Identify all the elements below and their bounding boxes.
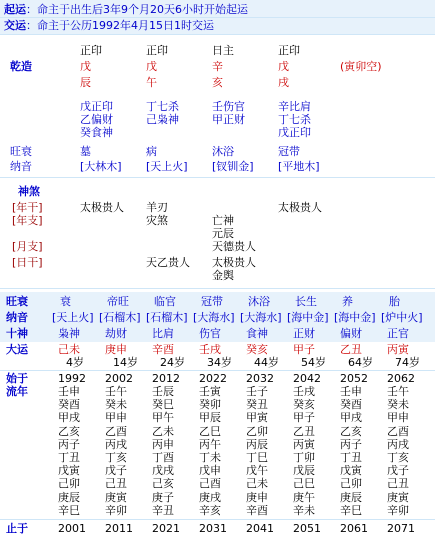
dayun-shishen: 枭神 — [58, 327, 80, 340]
liunian-year: 辛卯 — [105, 503, 127, 517]
qiyun-line — [4, 3, 248, 16]
hidden-stems-year — [80, 100, 113, 139]
shensha-title: 神煞 — [18, 185, 40, 198]
nayin-hour: [平地木] — [278, 160, 320, 173]
dayun-end-year: 2051 — [293, 522, 321, 535]
liunian-year: 丁巳 — [246, 451, 268, 464]
shensha-item: 天乙贵人 — [146, 256, 190, 269]
shensha-row-label: [年支] — [12, 214, 43, 227]
liunian-year: 乙亥 — [58, 424, 80, 438]
liunian-year: 戊申 — [199, 464, 221, 478]
shensha-item: 太极贵人 — [80, 201, 124, 214]
pillar-year-zhi: 辰 — [80, 76, 91, 89]
dayun-nayin: [天上火] — [52, 311, 94, 324]
liunian-year: 丙子 — [58, 437, 80, 451]
shensha-item: 亡神 元辰 天德贵人 — [212, 214, 256, 253]
hidden-stems-month — [146, 100, 179, 126]
liunian-year: 甲戌 — [58, 411, 80, 425]
dayun-wangshuai: 养 — [342, 295, 353, 308]
liunian-year: 辛丑 — [152, 503, 174, 517]
liunian-year: 戊辰 — [293, 464, 315, 478]
liunian-year: 辛巳 — [340, 503, 362, 517]
dayun-pillar: 丙寅 — [387, 343, 409, 356]
dayun-shishen: 正财 — [293, 327, 315, 340]
dayun-wangshuai-label: 旺衰 — [6, 295, 28, 308]
liunian-year: 戊午 — [246, 464, 268, 478]
wangshuai-day: 沐浴 — [212, 145, 234, 158]
liunian-year: 丙戌 — [387, 437, 409, 451]
dayun-nayin: [大海水] — [240, 311, 282, 324]
dayun-age: 34岁 — [207, 356, 232, 369]
liunian-year: 己酉 — [199, 477, 221, 491]
dayun-shishen: 偏财 — [340, 327, 362, 340]
dayun-nayin: [海中金] — [334, 311, 376, 324]
liunian-year: 丁丑 — [340, 451, 362, 464]
liunian-year: 癸未 — [387, 398, 409, 412]
divider — [0, 519, 435, 520]
liunian-year: 己丑 — [105, 477, 127, 491]
liunian-year: 丙寅 — [293, 437, 315, 451]
liunian-year: 庚子 — [152, 490, 174, 504]
dayun-start-year: 1992 — [58, 372, 86, 385]
liunian-year: 庚戌 — [199, 490, 221, 504]
dayun-end-year: 2071 — [387, 522, 415, 535]
dayun-shishen: 伤官 — [199, 327, 221, 340]
jiaoyun-text: ：命主于公历1992年4月15日1时交运 — [26, 19, 214, 32]
dayun-pillar: 甲子 — [293, 343, 315, 356]
dayun-nayin: [炉中火] — [381, 311, 423, 324]
qiyun-label: 起运 — [4, 3, 26, 16]
dayun-end-year: 2001 — [58, 522, 86, 535]
liunian-year: 己未 — [246, 477, 268, 491]
dayun-end-year: 2021 — [152, 522, 180, 535]
hidden-stem: 戊正印 — [80, 100, 113, 113]
liunian-year: 癸亥 — [293, 398, 315, 412]
nayin-year: [大林木] — [80, 160, 122, 173]
dayun-wangshuai: 帝旺 — [107, 295, 129, 308]
liunian-year: 乙卯 — [246, 424, 268, 438]
dayun-nayin: [海中金] — [287, 311, 329, 324]
dayun-age: 24岁 — [160, 356, 185, 369]
liunian-year: 戊寅 — [340, 464, 362, 478]
dayun-pillar: 乙丑 — [340, 343, 362, 356]
liunian-year: 己巳 — [293, 477, 315, 491]
shensha-row-label: [日干] — [12, 256, 43, 269]
dayun-shishen: 正官 — [387, 327, 409, 340]
dayun-wangshuai: 临官 — [154, 295, 176, 308]
dayun-start-year: 2012 — [152, 372, 180, 385]
liunian-year: 丁丑 — [58, 451, 80, 464]
dayun-nayin: [石榴木] — [99, 311, 141, 324]
divider — [0, 288, 435, 289]
shensha-item: 羊刃 — [146, 201, 168, 214]
liunian-year: 壬申 — [58, 385, 80, 398]
shensha-item: 灾煞 — [146, 214, 168, 227]
liunian-year: 庚申 — [246, 490, 268, 504]
wangshuai-month: 病 — [146, 145, 157, 158]
liunian-year: 庚寅 — [387, 490, 409, 504]
liunian-year: 乙酉 — [387, 424, 409, 438]
liunian-year: 辛亥 — [199, 503, 221, 517]
pillar-year-gan: 戊 — [80, 60, 91, 73]
liunian-year: 甲子 — [293, 411, 315, 425]
dayun-zhiyu-label: 止于 — [6, 522, 28, 535]
wangshuai-year: 墓 — [80, 145, 91, 158]
liunian-year: 癸巳 — [152, 398, 174, 412]
dayun-wangshuai: 胎 — [389, 295, 400, 308]
liunian-year: 壬午 — [105, 385, 127, 398]
dayun-age: 64岁 — [348, 356, 373, 369]
pillar-hour-header: 正印 — [278, 44, 300, 57]
liunian-year: 丁亥 — [105, 451, 127, 464]
dayun-pillar: 癸亥 — [246, 343, 268, 356]
dayun-shishen-label: 十神 — [6, 327, 28, 340]
dayun-nayin-label: 纳音 — [6, 311, 28, 324]
hidden-stem: 丁七杀 — [278, 113, 311, 126]
dayun-age: 14岁 — [113, 356, 138, 369]
liunian-year: 辛未 — [293, 503, 315, 517]
pillar-month-gan: 戊 — [146, 60, 157, 73]
liunian-year: 己卯 — [58, 477, 80, 491]
liunian-year: 丁卯 — [293, 451, 315, 464]
liunian-year: 辛酉 — [246, 503, 268, 517]
nayin-month: [天上火] — [146, 160, 188, 173]
liunian-year: 戊戌 — [152, 464, 174, 478]
dayun-pillar: 辛酉 — [152, 343, 174, 356]
liunian-year: 壬辰 — [152, 385, 174, 398]
liunian-year: 甲申 — [387, 411, 409, 425]
dayun-shiyu-label: 始于 — [6, 372, 28, 385]
liunian-year: 癸酉 — [58, 398, 80, 412]
pillar-hour-gan: 戊 — [278, 60, 289, 73]
liunian-year: 丙辰 — [246, 437, 268, 451]
pillar-day-zhi: 亥 — [212, 76, 223, 89]
liunian-year: 癸卯 — [199, 398, 221, 412]
hidden-stems-day — [212, 100, 245, 126]
liunian-year: 戊寅 — [58, 464, 80, 478]
divider — [0, 177, 435, 178]
dayun-age: 4岁 — [66, 356, 84, 369]
dayun-pillar: 庚申 — [105, 343, 127, 356]
dayun-wangshuai: 冠带 — [201, 295, 223, 308]
hidden-stem: 辛比肩 — [278, 100, 311, 113]
liunian-year: 癸未 — [105, 398, 127, 412]
hidden-stem: 戊正印 — [278, 126, 311, 139]
liunian-year: 壬寅 — [199, 385, 221, 398]
nayin-label: 纳音 — [10, 160, 32, 173]
dayun-shishen: 食神 — [246, 327, 268, 340]
liunian-year: 癸丑 — [246, 398, 268, 412]
qiyun-text: ：命主于出生后3年9个月20天6小时开始起运 — [26, 3, 248, 16]
hidden-stem: 壬伤官 — [212, 100, 245, 113]
shensha-item: 太极贵人 金舆 — [212, 256, 256, 282]
liunian-year: 乙丑 — [293, 424, 315, 438]
dayun-wangshuai: 长生 — [295, 295, 317, 308]
liunian-year: 壬申 — [340, 385, 362, 398]
liunian-year: 戊子 — [387, 464, 409, 478]
pillar-day-header: 日主 — [212, 44, 234, 57]
dayun-nayin: [大海水] — [193, 311, 235, 324]
dayun-start-year: 2022 — [199, 372, 227, 385]
liunian-year: 己亥 — [152, 477, 174, 491]
dayun-liunian-label: 流年 — [6, 385, 28, 398]
liunian-year: 己卯 — [340, 477, 362, 491]
dayun-end-year: 2011 — [105, 522, 133, 535]
dayun-dayun-label: 大运 — [6, 343, 28, 356]
dayun-end-year: 2041 — [246, 522, 274, 535]
liunian-year: 庚辰 — [58, 490, 80, 504]
pillar-year-header: 正印 — [80, 44, 102, 57]
dayun-age: 44岁 — [254, 356, 279, 369]
liunian-year: 庚午 — [293, 490, 315, 504]
qiandao-label: 乾造 — [10, 60, 32, 73]
liunian-year: 戊子 — [105, 464, 127, 478]
hidden-stem: 甲正财 — [212, 113, 245, 126]
liunian-year: 乙未 — [152, 424, 174, 438]
liunian-year: 辛巳 — [58, 503, 80, 517]
wangshuai-hour: 冠带 — [278, 145, 300, 158]
hidden-stem: 乙偏财 — [80, 113, 113, 126]
liunian-year: 乙巳 — [199, 424, 221, 438]
dayun-start-year: 2062 — [387, 372, 415, 385]
pillar-hour-zhi: 戌 — [278, 76, 289, 89]
liunian-year: 壬戌 — [293, 385, 315, 398]
divider — [0, 17, 435, 18]
shensha-row-label: [年干] — [12, 201, 43, 214]
pillar-month-zhi: 午 — [146, 76, 157, 89]
liunian-year: 丙午 — [199, 437, 221, 451]
dayun-start-year: 2042 — [293, 372, 321, 385]
wangshuai-label: 旺衰 — [10, 145, 32, 158]
shensha-item: 太极贵人 — [278, 201, 322, 214]
dayun-shishen: 比肩 — [152, 327, 174, 340]
liunian-year: 己丑 — [387, 477, 409, 491]
jiaoyun-line — [4, 19, 214, 32]
liunian-year: 乙酉 — [105, 424, 127, 438]
dayun-end-year: 2031 — [199, 522, 227, 535]
liunian-year: 甲申 — [105, 411, 127, 425]
dayun-age: 74岁 — [395, 356, 420, 369]
dayun-nayin: [石榴木] — [146, 311, 188, 324]
dayun-end-year: 2061 — [340, 522, 368, 535]
liunian-year: 丁酉 — [152, 451, 174, 464]
hidden-stems-hour — [278, 100, 311, 139]
kong-text: (寅卯空) — [340, 60, 382, 73]
liunian-year: 丁亥 — [387, 451, 409, 464]
dayun-start-year: 2052 — [340, 372, 368, 385]
liunian-year: 辛卯 — [387, 503, 409, 517]
dayun-wangshuai: 沐浴 — [248, 295, 270, 308]
dayun-wangshuai: 衰 — [60, 295, 71, 308]
liunian-year: 甲戌 — [340, 411, 362, 425]
liunian-year: 癸酉 — [340, 398, 362, 412]
nayin-day: [钗钏金] — [212, 160, 254, 173]
liunian-year: 丁未 — [199, 451, 221, 464]
hidden-stem: 己枭神 — [146, 113, 179, 126]
jiaoyun-label: 交运 — [4, 19, 26, 32]
liunian-year: 庚辰 — [340, 490, 362, 504]
hidden-stem: 丁七杀 — [146, 100, 179, 113]
liunian-year: 丙申 — [152, 437, 174, 451]
liunian-year: 壬午 — [387, 385, 409, 398]
dayun-start-year: 2002 — [105, 372, 133, 385]
dayun-age: 54岁 — [301, 356, 326, 369]
pillar-month-header: 正印 — [146, 44, 168, 57]
liunian-year: 丙戌 — [105, 437, 127, 451]
liunian-year: 壬子 — [246, 385, 268, 398]
dayun-pillar: 己未 — [58, 343, 80, 356]
dayun-pillar: 壬戌 — [199, 343, 221, 356]
hidden-stem: 癸食神 — [80, 126, 113, 139]
divider — [0, 370, 435, 371]
dayun-start-year: 2032 — [246, 372, 274, 385]
shensha-row-label: [月支] — [12, 240, 43, 253]
liunian-year: 甲辰 — [199, 411, 221, 425]
liunian-year: 乙亥 — [340, 424, 362, 438]
liunian-year: 庚寅 — [105, 490, 127, 504]
divider — [0, 34, 435, 35]
dayun-shishen: 劫财 — [105, 327, 127, 340]
pillar-day-gan: 辛 — [212, 60, 223, 73]
liunian-year: 丙子 — [340, 437, 362, 451]
liunian-year: 甲午 — [152, 411, 174, 425]
liunian-year: 甲寅 — [246, 411, 268, 425]
